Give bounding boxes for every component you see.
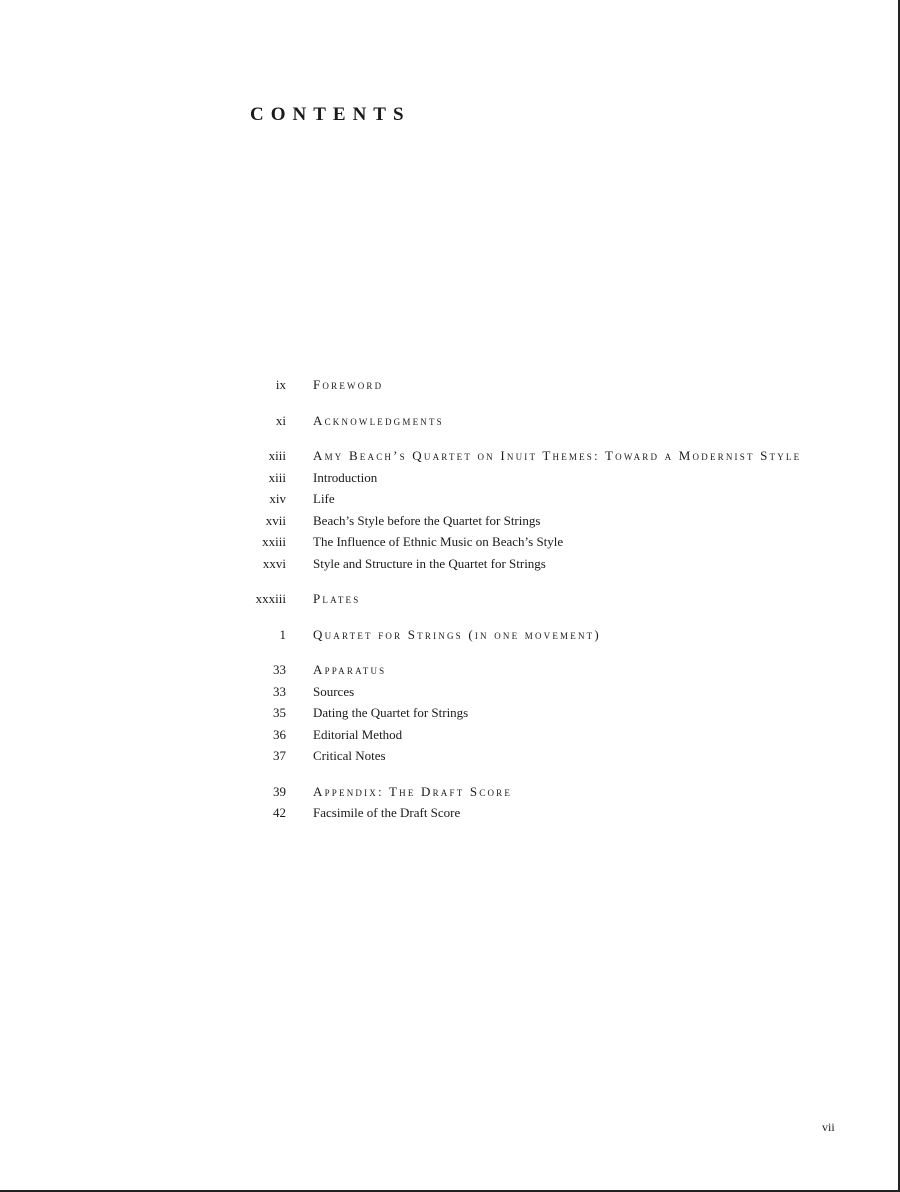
toc-subsection: Style and Structure in the Quartet for Strings	[313, 555, 546, 571]
toc-section-heading: Amy Beach’s Quartet on Inuit Themes: Toward a Modernist Style	[313, 448, 802, 463]
toc-page-number: 37	[273, 748, 286, 763]
table-of-contents	[250, 374, 810, 824]
toc-subsection: Introduction	[313, 469, 378, 485]
toc-entry	[250, 659, 810, 681]
toc-subsection: Editorial Method	[313, 726, 403, 742]
toc-page-number: xxiii	[262, 534, 286, 549]
toc-page-number: 1	[279, 626, 286, 642]
toc-page-number: 35	[273, 705, 286, 720]
toc-page-number: 39	[273, 783, 286, 799]
toc-page-number: 42	[273, 805, 286, 820]
toc-entry	[250, 781, 810, 803]
toc-entry	[250, 724, 810, 746]
toc-entry	[250, 488, 810, 510]
toc-subsection: Critical Notes	[313, 748, 386, 763]
toc-entry	[250, 445, 810, 467]
toc-page-number: xiii	[268, 448, 286, 463]
toc-page-number: ix	[275, 377, 286, 392]
toc-page-number: 33	[273, 683, 286, 699]
toc-entry	[250, 588, 810, 610]
page-number: vii	[822, 1120, 835, 1134]
toc-section-heading: Plates	[313, 591, 361, 606]
toc-entry	[250, 745, 810, 767]
toc-section-heading: Quartet for Strings (in one movement)	[313, 626, 601, 642]
toc-page-number: xxxiii	[255, 591, 286, 606]
toc-page-number: 36	[273, 726, 286, 742]
toc-subsection: Dating the Quartet for Strings	[313, 705, 469, 720]
toc-subsection: The Influence of Ethnic Music on Beach’s Style	[313, 534, 564, 549]
toc-entry	[250, 681, 810, 703]
toc-page-number: 33	[273, 662, 286, 677]
toc-page-number: xiii	[268, 469, 286, 485]
toc-page-number: xiv	[269, 491, 286, 506]
toc-entry	[250, 553, 810, 575]
toc-entry	[250, 467, 810, 489]
toc-section-heading: Acknowledgments	[313, 412, 444, 428]
toc-page-number: xxvi	[262, 555, 286, 571]
toc-entry	[250, 410, 810, 432]
toc-entry	[250, 702, 810, 724]
toc-entry	[250, 531, 810, 553]
toc-section-heading: Apparatus	[313, 662, 387, 677]
toc-subsection: Beach’s Style before the Quartet for Strings	[313, 512, 541, 528]
toc-page-number: xvii	[265, 512, 286, 528]
toc-subsection: Facsimile of the Draft Score	[313, 805, 461, 820]
toc-section-heading: Appendix: The Draft Score	[313, 783, 513, 799]
toc-section-heading: Foreword	[313, 377, 384, 392]
toc-entry	[250, 510, 810, 532]
toc-subsection: Life	[313, 491, 335, 506]
page-title: CONTENTS	[250, 104, 411, 125]
toc-entry	[250, 624, 810, 646]
toc-subsection: Sources	[313, 683, 355, 699]
toc-entry	[250, 802, 810, 824]
toc-page-number: xi	[275, 412, 286, 428]
toc-entry	[250, 374, 810, 396]
